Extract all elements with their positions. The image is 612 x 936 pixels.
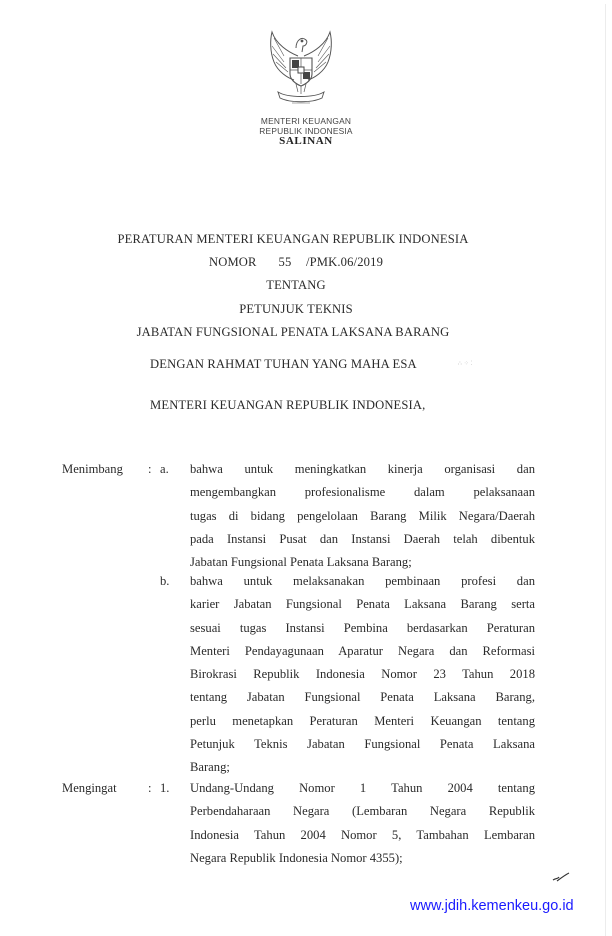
- regulation-number: NOMOR 55 /PMK.06/2019: [208, 255, 384, 269]
- mengingat-item-1: [190, 777, 535, 870]
- text-line: mengembangkan profesionalisme dalam pelaksanaan: [190, 485, 535, 500]
- invocation: DENGAN RAHMAT TUHAN YANG MAHA ESA: [150, 357, 417, 371]
- text-line: Petunjuk Teknis Jabatan Fungsional Penata Laksana: [190, 737, 535, 752]
- menimbang-item-b: [190, 570, 535, 780]
- text-line: perlu menetapkan Peraturan Menteri Keuangan tentang: [190, 713, 535, 728]
- text-line: Barang;: [190, 760, 230, 775]
- text-line: Indonesia Tahun 2004 Nomor 5, Tambahan Lembaran: [190, 827, 535, 842]
- mengingat-label: Mengingat: [62, 781, 117, 795]
- garuda-emblem-icon: [262, 26, 340, 106]
- text-line: tentang Jabatan Fungsional Penata Laksana Barang,: [190, 690, 535, 705]
- org-name-line-1: MENTERI KEUANGAN: [260, 116, 352, 126]
- mengingat-colon: :: [148, 781, 152, 795]
- item-marker: a.: [160, 462, 169, 476]
- text-line: Undang-Undang Nomor 1 Tahun 2004 tentang: [190, 781, 535, 795]
- menimbang-item-a: [190, 458, 535, 574]
- regulation-subject-1: PETUNJUK TEKNIS: [239, 302, 353, 316]
- authority-line: MENTERI KEUANGAN REPUBLIK INDONESIA,: [150, 398, 426, 412]
- salinan-stamp: SALINAN: [279, 135, 333, 147]
- text-line: tugas di bidang pengelolaan Barang Milik Negara/Daerah: [190, 508, 535, 523]
- text-line: Perbendaharaan Negara (Lembaran Negara Republik: [190, 804, 535, 819]
- text-line: sesuai tugas Instansi Pembina berdasarkan Peraturan: [190, 620, 535, 635]
- regulation-title: PERATURAN MENTERI KEUANGAN REPUBLIK INDONESIA: [117, 232, 469, 246]
- text-line: bahwa untuk meningkatkan kinerja organisasi dan: [190, 462, 535, 476]
- scan-speck-mark: ∴ ⁘ ⁚: [458, 360, 473, 367]
- menimbang-colon: :: [148, 462, 152, 476]
- text-line: Negara Republik Indonesia Nomor 4355);: [190, 850, 403, 865]
- text-line: Birokrasi Republik Indonesia Nomor 23 Tahun 2018: [190, 667, 535, 682]
- jdih-website-link[interactable]: www.jdih.kemenkeu.go.id: [410, 898, 574, 914]
- menimbang-label: Menimbang: [62, 462, 123, 476]
- regulation-tentang: TENTANG: [266, 278, 326, 292]
- item-marker: b.: [160, 574, 170, 588]
- regulation-subject-2: JABATAN FUNGSIONAL PENATA LAKSANA BARANG: [136, 325, 450, 339]
- text-line: karier Jabatan Fungsional Penata Laksana Barang serta: [190, 597, 535, 612]
- text-line: bahwa untuk melaksanakan pembinaan profesi dan: [190, 574, 535, 588]
- text-line: pada Instansi Pusat dan Instansi Daerah telah dibentuk: [190, 531, 535, 546]
- paraf-initial-icon: [552, 872, 570, 882]
- item-marker: 1.: [160, 781, 170, 795]
- text-line: Jabatan Fungsional Penata Laksana Barang;: [190, 555, 412, 570]
- text-line: Menteri Pendayagunaan Aparatur Negara dan Reformasi: [190, 643, 535, 658]
- org-name-line-2: REPUBLIK INDONESIA: [259, 126, 353, 136]
